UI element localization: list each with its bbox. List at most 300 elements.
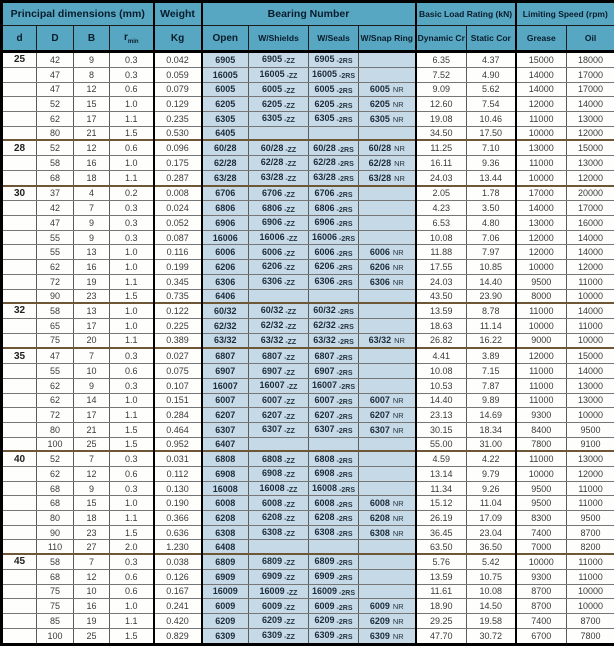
seals-cell xyxy=(309,451,359,466)
bearing-number: 16006 xyxy=(312,232,338,243)
bearing-number: 63/32 xyxy=(260,334,284,345)
snap-ring-cell xyxy=(359,511,416,526)
dynamic-load-cell: 36.45 xyxy=(416,525,467,540)
snap-ring-cell xyxy=(359,437,416,451)
bearing-number: 16009 xyxy=(259,585,285,596)
snap-ring-cell xyxy=(359,333,416,348)
grease-speed-cell: 9500 xyxy=(516,496,567,511)
snap-ring-cell xyxy=(359,599,416,614)
d-cell: 45 xyxy=(2,554,37,569)
outer-diameter-cell: 75 xyxy=(37,599,74,614)
shields-cell xyxy=(249,170,309,185)
outer-diameter-cell: 42 xyxy=(37,201,74,216)
weight-cell: 0.199 xyxy=(154,260,202,275)
dynamic-load-cell: 34.50 xyxy=(416,126,467,140)
bearing-row xyxy=(2,216,614,231)
d-cell xyxy=(2,378,37,393)
width-cell: 18 xyxy=(74,170,110,185)
seals-cell xyxy=(309,289,359,303)
shields-cell xyxy=(249,82,309,97)
width-cell: 15 xyxy=(74,97,110,112)
outer-diameter-cell: 47 xyxy=(37,348,74,363)
header-outer-diameter: D xyxy=(37,26,74,52)
bearing-number: 6306 xyxy=(215,276,236,287)
width-cell: 21 xyxy=(74,126,110,140)
snap-ring-cell xyxy=(359,554,416,569)
outer-diameter-cell: 47 xyxy=(37,82,74,97)
width-cell: 7 xyxy=(74,348,110,363)
header-width: B xyxy=(74,26,110,52)
bearing-suffix: NR xyxy=(392,114,404,124)
open-cell xyxy=(202,481,249,496)
bearing-number: 6008 xyxy=(369,498,390,509)
bearing-number: 6309 xyxy=(314,630,335,641)
outer-diameter-cell: 75 xyxy=(37,584,74,599)
header-static-cor: Static Cor xyxy=(467,26,516,52)
seals-cell xyxy=(309,97,359,112)
shields-cell xyxy=(249,613,309,628)
dynamic-load-cell: 11.34 xyxy=(416,481,467,496)
bearing-suffix: -ZZ xyxy=(285,324,297,332)
bearing-suffix: -2RS xyxy=(339,589,355,597)
dynamic-load-cell: 16.11 xyxy=(416,156,467,171)
bearing-number: 6206 xyxy=(262,261,283,272)
bearing-number: 6309 xyxy=(262,630,283,641)
static-load-cell: 19.58 xyxy=(467,613,516,628)
outer-diameter-cell: 62 xyxy=(37,393,74,408)
grease-speed-cell: 8300 xyxy=(516,511,567,526)
bearing-number: 6909 xyxy=(215,571,236,582)
width-cell: 8 xyxy=(74,67,110,82)
radius-cell: 1.0 xyxy=(110,303,154,318)
static-load-cell: 5.42 xyxy=(467,554,516,569)
bearing-row xyxy=(2,111,614,126)
weight-cell: 0.122 xyxy=(154,303,202,318)
shields-cell xyxy=(249,52,309,68)
static-load-cell: 9.89 xyxy=(467,393,516,408)
seals-cell xyxy=(309,201,359,216)
bearing-row xyxy=(2,496,614,511)
d-cell xyxy=(2,156,37,171)
oil-speed-cell: 8200 xyxy=(567,540,614,554)
outer-diameter-cell: 55 xyxy=(37,230,74,245)
d-cell: 40 xyxy=(2,451,37,466)
bearing-number: 60/28 xyxy=(313,142,336,153)
bearing-number: 6307 xyxy=(369,424,390,435)
width-cell: 7 xyxy=(74,554,110,569)
bearing-suffix: -ZZ xyxy=(285,309,297,317)
radius-cell: 1.5 xyxy=(110,126,154,140)
shields-cell xyxy=(249,140,309,155)
grease-speed-cell: 11000 xyxy=(516,393,567,408)
bearing-number: 6909 xyxy=(262,571,283,582)
radius-cell: 0.3 xyxy=(110,451,154,466)
bearing-number: 6008 xyxy=(262,497,283,508)
weight-cell: 0.829 xyxy=(154,628,202,644)
weight-cell: 0.038 xyxy=(154,554,202,569)
outer-diameter-cell: 62 xyxy=(37,260,74,275)
grease-speed-cell: 8700 xyxy=(516,584,567,599)
bearing-suffix: -ZZ xyxy=(284,265,295,273)
shields-cell xyxy=(249,216,309,231)
weight-cell: 0.126 xyxy=(154,569,202,584)
dynamic-load-cell: 6.35 xyxy=(416,52,467,68)
bearing-number: 62/32 xyxy=(313,320,336,331)
static-load-cell: 7.10 xyxy=(467,140,516,155)
radius-cell: 1.1 xyxy=(110,111,154,126)
oil-speed-cell: 18000 xyxy=(567,52,614,68)
width-cell: 14 xyxy=(74,393,110,408)
bearing-number: 60/32 xyxy=(313,305,336,316)
bearing-number: 6307 xyxy=(262,424,283,435)
seals-cell xyxy=(309,364,359,379)
bearing-row xyxy=(2,186,614,201)
dynamic-load-cell: 10.08 xyxy=(416,364,467,379)
oil-speed-cell: 13000 xyxy=(567,156,614,171)
grease-speed-cell: 14000 xyxy=(516,67,567,82)
static-load-cell: 4.22 xyxy=(467,451,516,466)
bearing-suffix: -2RS xyxy=(337,338,354,346)
open-cell xyxy=(202,437,249,451)
open-cell xyxy=(202,126,249,140)
grease-speed-cell: 11000 xyxy=(516,451,567,466)
snap-ring-cell xyxy=(359,140,416,155)
seals-cell xyxy=(309,318,359,333)
bearing-row xyxy=(2,201,614,216)
open-cell xyxy=(202,111,249,126)
header-weight: Weight xyxy=(154,2,202,26)
d-cell xyxy=(2,245,37,260)
shields-cell xyxy=(249,186,309,201)
seals-cell xyxy=(309,140,359,155)
d-cell: 28 xyxy=(2,140,37,155)
weight-cell: 0.389 xyxy=(154,333,202,348)
bearing-number: 6308 xyxy=(314,527,335,538)
grease-speed-cell: 9300 xyxy=(516,408,567,423)
bearing-suffix: -ZZ xyxy=(284,398,295,406)
width-cell: 23 xyxy=(74,525,110,540)
bearing-number: 6806 xyxy=(314,202,335,213)
outer-diameter-cell: 62 xyxy=(37,467,74,482)
d-cell xyxy=(2,599,37,614)
bearing-number: 6305 xyxy=(369,113,390,124)
bearing-row xyxy=(2,554,614,569)
d-cell xyxy=(2,481,37,496)
bearing-suffix: NR xyxy=(392,513,404,523)
bearing-number: 16005 xyxy=(312,69,338,80)
weight-cell: 0.241 xyxy=(154,599,202,614)
bearing-suffix: NR xyxy=(392,411,404,421)
weight-cell: 0.167 xyxy=(154,584,202,599)
dynamic-load-cell: 18.63 xyxy=(416,318,467,333)
bearing-number: 16009 xyxy=(212,586,238,597)
outer-diameter-cell: 42 xyxy=(37,52,74,68)
snap-ring-cell xyxy=(359,378,416,393)
bearing-number: 6807 xyxy=(314,350,335,361)
open-cell xyxy=(202,186,249,201)
open-cell xyxy=(202,82,249,97)
bearing-number: 16007 xyxy=(259,380,285,391)
dynamic-load-cell: 17.55 xyxy=(416,260,467,275)
bearing-suffix: -2RS xyxy=(336,413,353,421)
bearing-suffix: NR xyxy=(392,396,404,406)
width-cell: 16 xyxy=(74,260,110,275)
open-cell xyxy=(202,289,249,303)
radius-cell: 0.6 xyxy=(110,364,154,379)
weight-cell: 0.087 xyxy=(154,230,202,245)
bearing-number: 6807 xyxy=(215,351,236,362)
header-w-seals: W/Seals xyxy=(309,26,359,52)
seals-cell xyxy=(309,467,359,482)
d-cell xyxy=(2,333,37,348)
dynamic-load-cell: 2.05 xyxy=(416,186,467,201)
width-cell: 20 xyxy=(74,333,110,348)
bearing-row xyxy=(2,170,614,185)
width-cell: 16 xyxy=(74,156,110,171)
outer-diameter-cell: 100 xyxy=(37,628,74,644)
oil-speed-cell: 13000 xyxy=(567,378,614,393)
bearing-number: 6808 xyxy=(314,453,335,464)
static-load-cell: 3.50 xyxy=(467,201,516,216)
dynamic-load-cell: 7.52 xyxy=(416,67,467,82)
outer-diameter-cell: 110 xyxy=(37,540,74,554)
seals-cell xyxy=(309,408,359,423)
width-cell: 12 xyxy=(74,569,110,584)
radius-cell: 1.0 xyxy=(110,97,154,112)
seals-cell xyxy=(309,333,359,348)
weight-cell: 0.024 xyxy=(154,201,202,216)
snap-ring-cell xyxy=(359,613,416,628)
bearing-number: 63/28 xyxy=(368,172,392,183)
open-cell xyxy=(202,393,249,408)
dynamic-load-cell: 26.82 xyxy=(416,333,467,348)
bearing-number: 6407 xyxy=(215,438,236,449)
bearing-number: 6706 xyxy=(314,187,335,198)
grease-speed-cell: 11000 xyxy=(516,364,567,379)
bearing-suffix: -ZZ xyxy=(285,146,297,154)
open-cell xyxy=(202,378,249,393)
bearing-suffix: -ZZ xyxy=(284,531,295,539)
bearing-suffix: -2RS xyxy=(336,221,353,229)
oil-speed-cell: 8700 xyxy=(567,525,614,540)
bearing-row xyxy=(2,467,614,482)
header-radius-min: $r_{min}$ xyxy=(110,26,154,52)
dynamic-load-cell: 24.03 xyxy=(416,170,467,185)
static-load-cell: 4.37 xyxy=(467,52,516,68)
bearing-number: 6809 xyxy=(262,556,283,567)
bearing-number: 16006 xyxy=(212,232,238,243)
shields-cell xyxy=(249,393,309,408)
outer-diameter-cell: 47 xyxy=(37,67,74,82)
outer-diameter-cell: 72 xyxy=(37,408,74,423)
weight-cell: 0.075 xyxy=(154,364,202,379)
radius-cell: 0.3 xyxy=(110,216,154,231)
snap-ring-cell xyxy=(359,467,416,482)
weight-cell: 0.464 xyxy=(154,422,202,437)
radius-cell: 0.3 xyxy=(110,201,154,216)
width-cell: 19 xyxy=(74,274,110,289)
oil-speed-cell: 7800 xyxy=(567,628,614,644)
d-cell xyxy=(2,496,37,511)
bearing-row xyxy=(2,393,614,408)
radius-cell: 0.6 xyxy=(110,584,154,599)
static-load-cell: 7.06 xyxy=(467,230,516,245)
width-cell: 9 xyxy=(74,378,110,393)
open-cell xyxy=(202,422,249,437)
snap-ring-cell xyxy=(359,364,416,379)
open-cell xyxy=(202,599,249,614)
bearing-suffix: -2RS xyxy=(336,575,353,583)
grease-speed-cell: 6700 xyxy=(516,628,567,644)
bearing-row xyxy=(2,540,614,554)
outer-diameter-cell: 52 xyxy=(37,97,74,112)
seals-cell xyxy=(309,569,359,584)
bearing-number: 60/32 xyxy=(214,305,237,316)
bearing-number: 6307 xyxy=(314,424,335,435)
bearing-number: 6806 xyxy=(262,202,283,213)
bearing-suffix: -2RS xyxy=(336,501,353,509)
bearing-suffix: -ZZ xyxy=(284,206,295,214)
radius-cell: 0.3 xyxy=(110,52,154,68)
outer-diameter-cell: 68 xyxy=(37,569,74,584)
bearing-suffix: -ZZ xyxy=(284,428,295,436)
snap-ring-cell xyxy=(359,111,416,126)
bearing-number: 6308 xyxy=(262,527,283,538)
bearing-number: 6309 xyxy=(215,630,236,641)
outer-diameter-cell: 100 xyxy=(37,437,74,451)
grease-speed-cell: 11000 xyxy=(516,156,567,171)
bearing-suffix: -2RS xyxy=(336,531,353,539)
bearing-suffix: -2RS xyxy=(336,428,353,436)
bearing-number: 63/28 xyxy=(260,172,284,183)
bearing-row xyxy=(2,274,614,289)
grease-speed-cell: 8400 xyxy=(516,422,567,437)
bearing-suffix: -ZZ xyxy=(284,369,295,377)
width-cell: 25 xyxy=(74,437,110,451)
bearing-number: 6809 xyxy=(314,556,335,567)
bearing-number: 6205 xyxy=(262,98,283,109)
oil-speed-cell: 20000 xyxy=(567,186,614,201)
bearing-number: 16005 xyxy=(259,69,285,80)
shields-cell xyxy=(249,599,309,614)
seals-cell xyxy=(309,511,359,526)
bearing-number: 6809 xyxy=(215,556,236,567)
snap-ring-cell xyxy=(359,628,416,644)
dynamic-load-cell: 10.53 xyxy=(416,378,467,393)
grease-speed-cell: 7800 xyxy=(516,437,567,451)
seals-cell xyxy=(309,230,359,245)
weight-cell: 0.031 xyxy=(154,451,202,466)
bearing-number: 6207 xyxy=(314,409,335,420)
seals-cell xyxy=(309,496,359,511)
weight-cell: 0.130 xyxy=(154,481,202,496)
bearing-suffix: -2RS xyxy=(339,487,355,495)
static-load-cell: 23.04 xyxy=(467,525,516,540)
width-cell: 7 xyxy=(74,201,110,216)
seals-cell xyxy=(309,216,359,231)
oil-speed-cell: 11000 xyxy=(567,318,614,333)
static-load-cell: 14.69 xyxy=(467,408,516,423)
static-load-cell: 9.79 xyxy=(467,467,516,482)
bearing-number: 6908 xyxy=(262,468,283,479)
seals-cell xyxy=(309,111,359,126)
oil-speed-cell: 14000 xyxy=(567,245,614,260)
d-cell xyxy=(2,260,37,275)
radius-cell: 1.0 xyxy=(110,260,154,275)
bearing-suffix: NR xyxy=(392,277,404,287)
table-header xyxy=(2,2,614,52)
open-cell xyxy=(202,613,249,628)
oil-speed-cell: 11000 xyxy=(567,274,614,289)
grease-speed-cell: 8000 xyxy=(516,289,567,303)
radius-cell: 0.6 xyxy=(110,82,154,97)
width-cell: 13 xyxy=(74,245,110,260)
weight-cell: 0.345 xyxy=(154,274,202,289)
open-cell xyxy=(202,569,249,584)
weight-cell: 0.190 xyxy=(154,496,202,511)
outer-diameter-cell: 58 xyxy=(37,554,74,569)
weight-cell: 0.287 xyxy=(154,170,202,185)
d-cell: 30 xyxy=(2,186,37,201)
d-cell xyxy=(2,289,37,303)
bearing-suffix: -ZZ xyxy=(286,73,298,81)
seals-cell xyxy=(309,52,359,68)
radius-cell: 0.3 xyxy=(110,481,154,496)
bearing-number: 62/32 xyxy=(214,320,237,331)
bearing-row xyxy=(2,584,614,599)
bearing-number: 6208 xyxy=(262,512,283,523)
shields-cell xyxy=(249,511,309,526)
bearing-suffix: -2RS xyxy=(336,191,353,199)
weight-cell: 0.052 xyxy=(154,216,202,231)
outer-diameter-cell: 65 xyxy=(37,318,74,333)
d-cell xyxy=(2,467,37,482)
header-d: d xyxy=(2,26,37,52)
snap-ring-cell xyxy=(359,525,416,540)
bearing-number: 6008 xyxy=(314,497,335,508)
seals-cell xyxy=(309,348,359,363)
bearing-suffix: -2RS xyxy=(336,280,353,288)
bearing-suffix: -ZZ xyxy=(286,384,298,392)
shields-cell xyxy=(249,437,309,451)
bearing-suffix: -2RS xyxy=(336,472,353,480)
radius-cell: 1.1 xyxy=(110,333,154,348)
outer-diameter-cell: 72 xyxy=(37,274,74,289)
bearing-number: 6907 xyxy=(215,366,236,377)
bearing-suffix: -ZZ xyxy=(284,457,295,465)
bearing-row xyxy=(2,156,614,171)
bearing-number: 16009 xyxy=(312,585,338,596)
seals-cell xyxy=(309,170,359,185)
grease-speed-cell: 14000 xyxy=(516,82,567,97)
dynamic-load-cell: 23.13 xyxy=(416,408,467,423)
outer-diameter-cell: 47 xyxy=(37,216,74,231)
header-principal-dimensions: Principal dimensions (mm) xyxy=(2,2,154,26)
open-cell xyxy=(202,140,249,155)
bearing-row xyxy=(2,437,614,451)
header-oil: Oil xyxy=(567,26,614,52)
bearing-number: 63/28 xyxy=(313,172,336,183)
bearing-suffix: -2RS xyxy=(336,265,353,273)
bearing-suffix: -ZZ xyxy=(284,604,295,612)
d-cell xyxy=(2,67,37,82)
bearing-suffix: -2RS xyxy=(339,73,355,81)
shields-cell xyxy=(249,584,309,599)
static-load-cell: 11.04 xyxy=(467,496,516,511)
bearing-suffix: -ZZ xyxy=(284,516,295,524)
bearing-number: 62/28 xyxy=(260,157,284,168)
outer-diameter-cell: 52 xyxy=(37,140,74,155)
